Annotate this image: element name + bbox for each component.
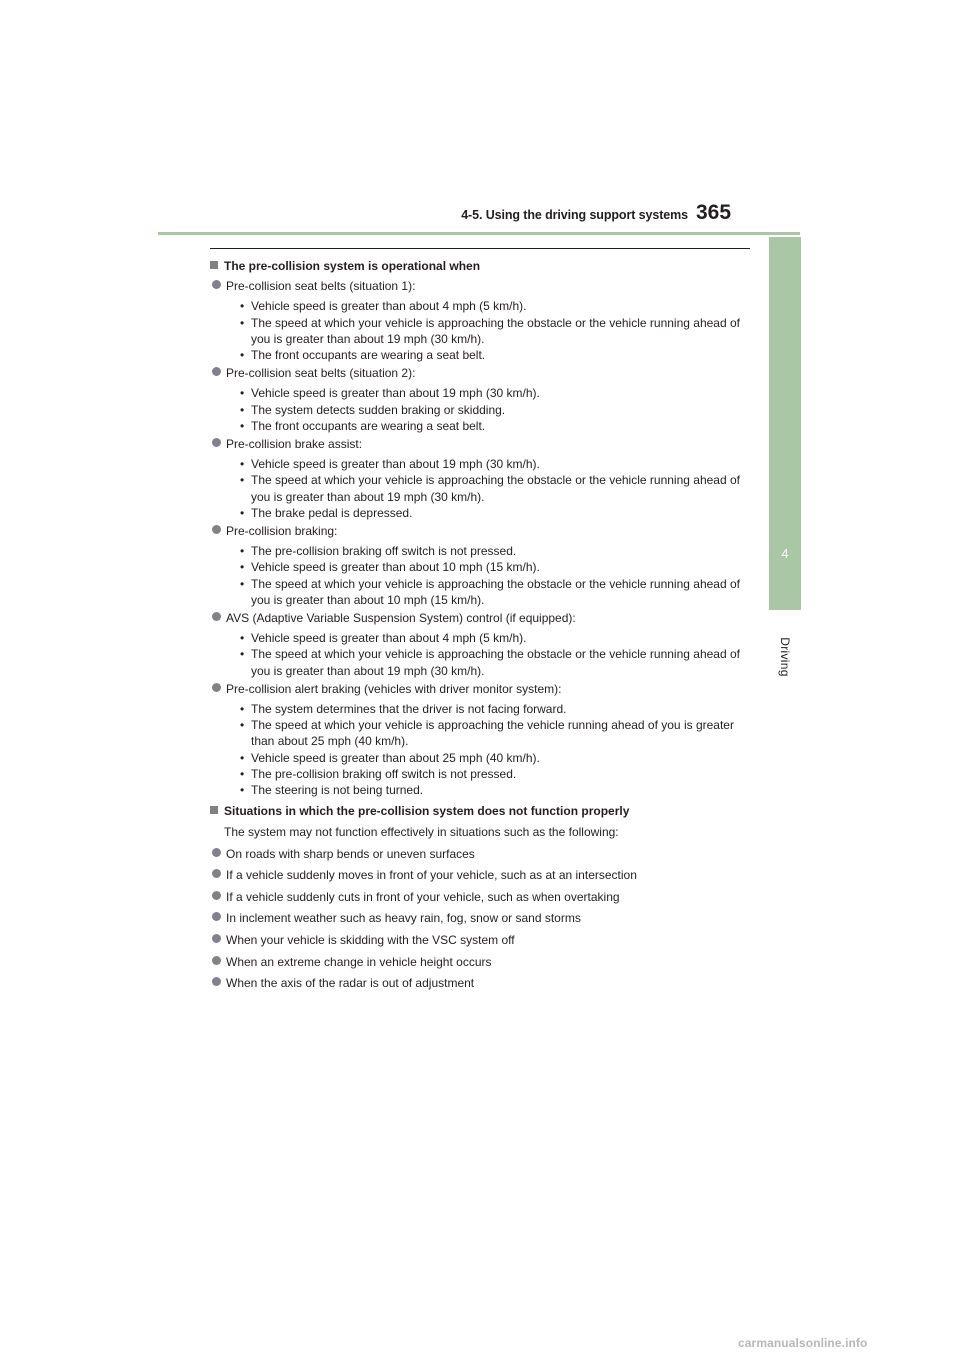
sub-list-item: • Vehicle speed is greater than about 19 mph (30 km/h). — [242, 456, 755, 472]
header-rule — [158, 232, 800, 235]
circle-bullet-icon — [212, 683, 221, 692]
list-item-text: In inclement weather such as heavy rain, fog, snow or sand storms — [226, 911, 581, 926]
list-item — [212, 681, 755, 697]
list-item-text: If a vehicle suddenly cuts in front of your vehicle, such as when overtaking — [226, 889, 620, 904]
sub-list-item: • The system detects sudden braking or skidding. — [242, 402, 755, 418]
sub-list-item: • Vehicle speed is greater than about 25 mph (40 km/h). — [242, 750, 755, 766]
circle-bullet-icon — [212, 848, 221, 857]
list-item — [212, 975, 755, 991]
sub-list-item: • The front occupants are wearing a seat belt. — [242, 418, 755, 434]
sub-list-item: • Vehicle speed is greater than about 10 mph (15 km/h). — [242, 559, 755, 575]
circle-bullet-icon — [212, 438, 221, 447]
chapter-number: 4 — [781, 546, 789, 561]
list-item-text: Pre-collision alert braking (vehicles with driver monitor system): — [226, 681, 562, 696]
circle-bullet-icon — [212, 280, 221, 289]
sub-list-item: • The brake pedal is depressed. — [242, 505, 755, 521]
page-content — [210, 258, 755, 997]
section-intro: The system may not function effectively in situations such as the following: — [224, 824, 619, 839]
sub-list — [210, 701, 755, 798]
sub-list-item: • The speed at which your vehicle is approaching the obstacle or the vehicle running ahead of you is greater than about 10 mph (15 km/h). — [242, 576, 755, 608]
sub-list — [210, 543, 755, 608]
circle-bullet-icon — [212, 977, 221, 986]
list-item-text: Pre-collision seat belts (situation 1): — [226, 279, 416, 294]
list-item — [212, 889, 755, 905]
sub-list-item: • The pre-collision braking off switch is not pressed. — [242, 766, 755, 782]
list-item-text: When an extreme change in vehicle height occurs — [226, 954, 492, 969]
list-item — [212, 932, 755, 948]
section-heading-text: Situations in which the pre-collision system does not function properly — [224, 804, 630, 819]
sub-list-item: • Vehicle speed is greater than about 19 mph (30 km/h). — [242, 385, 755, 401]
square-bullet-icon — [210, 806, 218, 814]
list-item-text: When your vehicle is skidding with the VSC system off — [226, 933, 515, 948]
sub-list-item: • Vehicle speed is greater than about 4 mph (5 km/h). — [242, 630, 755, 646]
sub-list-item: • The speed at which your vehicle is approaching the vehicle running ahead of you is greater than about 25 mph (40 km/h). — [242, 717, 755, 749]
section-heading-text: The pre-collision system is operational when — [224, 259, 481, 273]
sub-list-item: • The pre-collision braking off switch is not pressed. — [242, 543, 755, 559]
circle-bullet-icon — [212, 912, 221, 921]
list-item-text: If a vehicle suddenly moves in front of your vehicle, such as at an intersection — [226, 868, 637, 883]
sub-list — [210, 385, 755, 434]
square-bullet-icon — [210, 261, 218, 269]
circle-bullet-icon — [212, 367, 221, 376]
list-item-text: AVS (Adaptive Variable Suspension System) control (if equipped): — [226, 611, 576, 626]
list-item — [212, 436, 755, 452]
sub-list-item: • The front occupants are wearing a seat belt. — [242, 347, 755, 363]
list-item — [212, 523, 755, 539]
section-title: 4-5. Using the driving support systems — [461, 208, 688, 222]
sub-list — [210, 630, 755, 679]
section-heading — [210, 258, 755, 274]
sub-list-item: • The speed at which your vehicle is approaching the obstacle or the vehicle running ahead of you is greater than about 19 mph (30 km/h). — [242, 646, 755, 678]
section-heading — [210, 803, 755, 819]
sub-list-item: • The speed at which your vehicle is approaching the obstacle or the vehicle running ahead of you is greater than about 19 mph (30 km/h). — [242, 315, 755, 347]
sub-list-item: • The speed at which your vehicle is approaching the obstacle or the vehicle running ahead of you is greater than about 19 mph (30 km/h). — [242, 472, 755, 504]
circle-bullet-icon — [212, 525, 221, 534]
circle-bullet-icon — [212, 891, 221, 900]
list-item — [212, 910, 755, 926]
list-item-text: Pre-collision seat belts (situation 2): — [226, 366, 416, 381]
sub-list-item: • The system determines that the driver is not facing forward. — [242, 701, 755, 717]
list-item-text: When the axis of the radar is out of adjustment — [226, 976, 475, 991]
list-item — [212, 954, 755, 970]
chapter-label: Driving — [778, 637, 792, 677]
list-item-text: Pre-collision braking: — [226, 524, 338, 539]
sub-list — [210, 456, 755, 521]
page-number: 365 — [696, 201, 732, 224]
list-item — [212, 278, 755, 294]
circle-bullet-icon — [212, 869, 221, 878]
list-item-text: On roads with sharp bends or uneven surfaces — [226, 846, 475, 861]
list-item — [212, 867, 755, 883]
list-item — [212, 365, 755, 381]
list-item — [212, 846, 755, 862]
sub-list-item: • The steering is not being turned. — [242, 782, 755, 798]
content-divider — [210, 248, 750, 249]
list-item-text: Pre-collision brake assist: — [226, 437, 363, 452]
circle-bullet-icon — [212, 934, 221, 943]
sub-list — [210, 298, 755, 363]
circle-bullet-icon — [212, 612, 221, 621]
list-item — [212, 610, 755, 626]
watermark: carmanualsonline.info — [738, 1336, 868, 1350]
sub-list-item: • Vehicle speed is greater than about 4 mph (5 km/h). — [242, 298, 755, 314]
circle-bullet-icon — [212, 956, 221, 965]
